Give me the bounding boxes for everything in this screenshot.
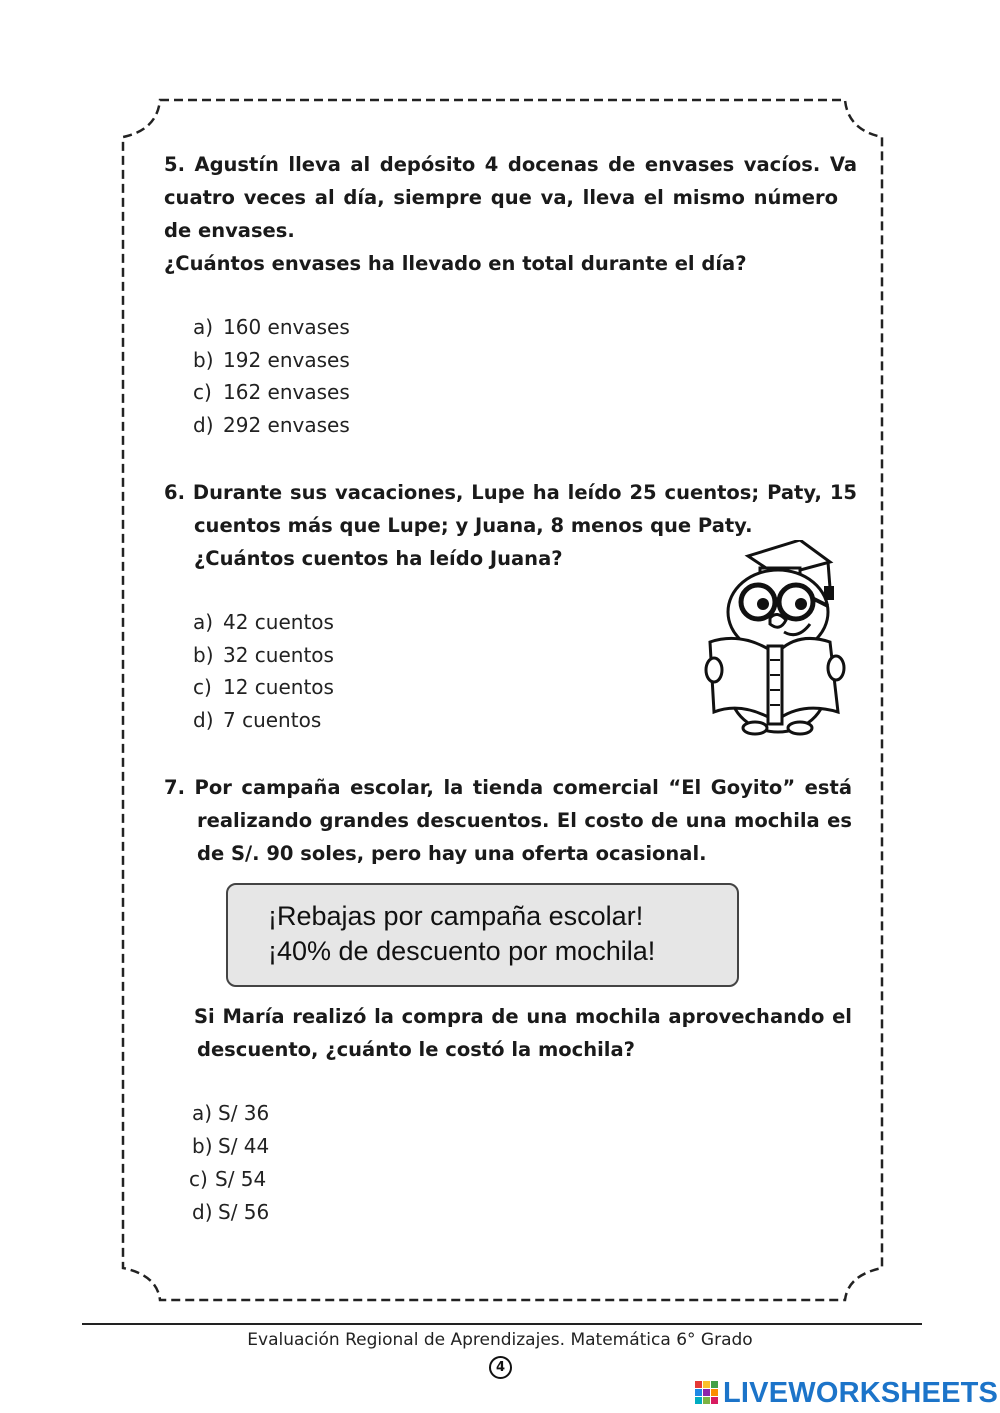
question-line: 7. Por campaña escolar, la tienda comercial “El Goyito” está	[164, 776, 852, 799]
question-7-text	[164, 771, 852, 870]
question-line: 5. Agustín lleva al depósito 4 docenas de envases vacíos. Va	[164, 153, 857, 176]
answer-option[interactable]: d) 292 envases	[193, 413, 350, 438]
answer-option[interactable]: b) S/ 44	[192, 1134, 270, 1158]
question-prompt: descuento, ¿cuánto le costó la mochila?	[197, 1038, 635, 1061]
answer-option[interactable]: c) 162 envases	[193, 380, 350, 405]
answer-option[interactable]: c) 12 cuentos	[193, 675, 334, 700]
question-prompt: ¿Cuántos cuentos ha leído Juana?	[194, 547, 563, 570]
promo-box	[226, 883, 739, 987]
answer-option[interactable]: b) 192 envases	[193, 347, 350, 372]
liveworksheets-logo-icon	[695, 1381, 719, 1405]
question-6-options	[193, 606, 334, 737]
question-line: cuentos más que Lupe; y Juana, 8 menos que Paty.	[194, 514, 753, 537]
question-7-followup	[194, 1000, 852, 1066]
answer-option[interactable]: a) 42 cuentos	[193, 610, 334, 634]
question-line: de S/. 90 soles, pero hay una oferta ocasional.	[197, 842, 707, 865]
answer-option[interactable]: d) S/ 56	[192, 1200, 270, 1224]
question-7-options	[189, 1097, 270, 1229]
question-line: 6. Durante sus vacaciones, Lupe ha leído 25 cuentos; Paty, 15	[164, 481, 857, 504]
owl-reading-book-icon	[700, 540, 850, 740]
question-5-options	[193, 311, 350, 442]
question-line: cuatro veces al día, siempre que va, lleva el mismo número	[164, 186, 838, 209]
footer-divider	[82, 1323, 922, 1325]
page-number: 4	[489, 1356, 512, 1379]
brand-name: LIVEWORKSHEETS	[723, 1376, 999, 1409]
question-prompt: ¿Cuántos envases ha llevado en total durante el día?	[164, 252, 747, 275]
brand-watermark[interactable]	[695, 1378, 998, 1408]
question-line: de envases.	[164, 219, 295, 242]
question-line: Si María realizó la compra de una mochila aprovechando el	[194, 1005, 852, 1028]
question-line: realizando grandes descuentos. El costo de una mochila es	[197, 809, 852, 832]
answer-option[interactable]: d) 7 cuentos	[193, 708, 322, 733]
answer-option[interactable]: c) S/ 54	[189, 1167, 267, 1191]
promo-line: ¡40% de descuento por mochila!	[268, 936, 656, 966]
answer-option[interactable]: a) 160 envases	[193, 315, 350, 339]
footer-text: Evaluación Regional de Aprendizajes. Matemática 6° Grado	[247, 1330, 753, 1350]
question-5-text	[164, 148, 857, 280]
promo-line: ¡Rebajas por campaña escolar!	[268, 901, 644, 931]
answer-option[interactable]: b) 32 cuentos	[193, 642, 334, 667]
answer-option[interactable]: a) S/ 36	[192, 1101, 270, 1125]
